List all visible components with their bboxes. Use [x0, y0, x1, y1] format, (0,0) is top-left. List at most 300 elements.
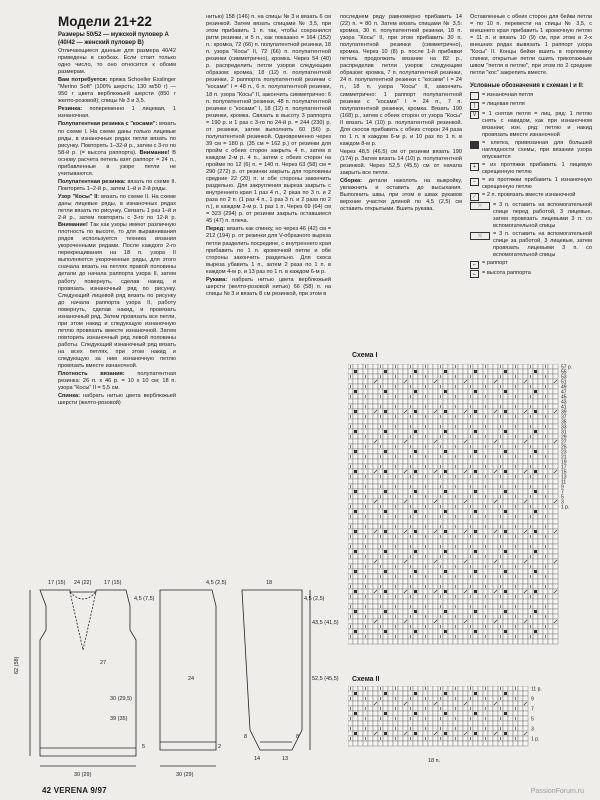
grid-cell — [368, 564, 373, 569]
grid-cell — [513, 519, 518, 524]
grid-cell — [503, 614, 508, 619]
grid-cell — [493, 524, 498, 529]
grid-cell — [448, 731, 453, 736]
grid-cell — [383, 484, 388, 489]
grid-cell — [448, 374, 453, 379]
grid-cell — [508, 469, 513, 474]
grid-cell — [438, 639, 443, 644]
grid-cell — [523, 459, 528, 464]
filled-cell-mark — [354, 630, 357, 633]
grid-cell — [358, 736, 363, 741]
materials-heading: Вам потребуется: — [58, 77, 108, 84]
grid-cell — [513, 629, 518, 634]
grid-cell — [518, 559, 523, 564]
grid-cell — [413, 701, 418, 706]
grid-cell — [378, 579, 383, 584]
grid-cell — [368, 579, 373, 584]
grid-cell — [553, 614, 558, 619]
grid-cell — [398, 484, 403, 489]
grid-cell — [463, 706, 468, 711]
grid-cell — [388, 394, 393, 399]
grid-cell — [423, 399, 428, 404]
grid-cell — [543, 449, 548, 454]
grid-cell — [453, 479, 458, 484]
grid-cell — [368, 449, 373, 454]
grid-cell — [398, 399, 403, 404]
grid-cell — [463, 634, 468, 639]
grid-cell — [503, 404, 508, 409]
grid-cell — [483, 459, 488, 464]
grid-cell — [418, 686, 423, 691]
grid-cell — [463, 374, 468, 379]
grid-cell — [523, 454, 528, 459]
grid-cell — [483, 389, 488, 394]
filled-cell-mark — [504, 590, 507, 593]
grid-cell — [518, 599, 523, 604]
grid-cell — [428, 464, 433, 469]
grid-cell — [508, 519, 513, 524]
grid-cell — [433, 489, 438, 494]
grid-cell — [413, 594, 418, 599]
grid-cell — [488, 579, 493, 584]
grid-cell — [503, 539, 508, 544]
grid-cell — [458, 429, 463, 434]
grid-cell — [403, 404, 408, 409]
grid-cell — [478, 414, 483, 419]
filled-cell-mark — [444, 610, 447, 613]
grid-cell — [353, 494, 358, 499]
grid-cell — [433, 609, 438, 614]
grid-cell — [473, 484, 478, 489]
grid-cell — [533, 599, 538, 604]
grid-cell — [518, 364, 523, 369]
grid-cell — [463, 394, 468, 399]
grid-cell — [368, 711, 373, 716]
grid-cell — [488, 524, 493, 529]
grid-cell — [428, 504, 433, 509]
grid-cell — [348, 639, 353, 644]
grid-cell — [388, 449, 393, 454]
grid-cell — [468, 711, 473, 716]
grid-cell — [488, 439, 493, 444]
grid-cell — [363, 519, 368, 524]
grid-cell — [473, 599, 478, 604]
row-label: 39 — [561, 409, 567, 416]
grid-cell — [358, 594, 363, 599]
grid-cell — [453, 639, 458, 644]
grid-cell — [418, 639, 423, 644]
grid-cell — [408, 499, 413, 504]
grid-cell — [493, 534, 498, 539]
grid-cell — [518, 711, 523, 716]
grid-cell — [408, 529, 413, 534]
filled-cell-mark — [444, 692, 447, 695]
grid-cell — [358, 449, 363, 454]
grid-cell — [493, 574, 498, 579]
grid-cell — [348, 549, 353, 554]
grid-cell — [418, 609, 423, 614]
grid-cell — [473, 706, 478, 711]
grid-cell — [438, 609, 443, 614]
grid-cell — [473, 374, 478, 379]
grid-cell — [398, 449, 403, 454]
grid-cell — [428, 389, 433, 394]
grid-cell — [348, 741, 353, 746]
sleeve-dim-8: 8 — [296, 734, 300, 740]
grid-cell — [483, 639, 488, 644]
grid-cell — [443, 424, 448, 429]
grid-cell — [383, 414, 388, 419]
grid-cell — [398, 424, 403, 429]
grid-cell — [353, 439, 358, 444]
grid-cell — [413, 716, 418, 721]
grid-cell — [388, 404, 393, 409]
grid-cell — [433, 584, 438, 589]
grid-cell — [433, 519, 438, 524]
grid-cell — [498, 409, 503, 414]
grid-cell — [513, 741, 518, 746]
grid-cell — [513, 549, 518, 554]
grid-cell — [428, 686, 433, 691]
grid-cell — [513, 589, 518, 594]
grid-cell — [398, 701, 403, 706]
grid-cell — [493, 414, 498, 419]
grid-cell — [508, 741, 513, 746]
grid-cell — [398, 564, 403, 569]
grid-cell — [368, 469, 373, 474]
grid-cell — [368, 634, 373, 639]
grid-cell — [498, 479, 503, 484]
grid-cell — [508, 584, 513, 589]
grid-cell — [358, 469, 363, 474]
grid-cell — [518, 609, 523, 614]
grid-cell — [458, 449, 463, 454]
grid-cell — [478, 434, 483, 439]
grid-cell — [503, 584, 508, 589]
filled-cell-mark — [414, 610, 417, 613]
grid-cell — [448, 584, 453, 589]
grid-cell — [358, 379, 363, 384]
grid-cell — [448, 599, 453, 604]
grid-cell — [553, 519, 558, 524]
grid-cell — [508, 479, 513, 484]
grid-cell — [488, 514, 493, 519]
grid-cell — [423, 721, 428, 726]
grid-cell — [498, 721, 503, 726]
grid-cell — [518, 474, 523, 479]
grid-cell — [418, 594, 423, 599]
watermark: PassionForum.ru — [530, 788, 584, 795]
filled-cell-mark — [534, 370, 537, 373]
grid-cell — [478, 726, 483, 731]
grid-cell — [538, 459, 543, 464]
grid-cell — [548, 369, 553, 374]
grid-cell — [363, 741, 368, 746]
grid-cell — [478, 384, 483, 389]
grid-cell — [468, 369, 473, 374]
grid-cell — [348, 429, 353, 434]
filled-cell-mark — [384, 610, 387, 613]
grid-cell — [378, 479, 383, 484]
grid-cell — [538, 614, 543, 619]
grid-cell — [383, 726, 388, 731]
grid-cell — [498, 711, 503, 716]
filled-cell-mark — [414, 370, 417, 373]
grid-cell — [478, 459, 483, 464]
filled-cell-mark — [504, 630, 507, 633]
grid-cell — [413, 444, 418, 449]
grid-cell — [483, 609, 488, 614]
grid-cell — [528, 399, 533, 404]
grid-cell — [373, 454, 378, 459]
filled-cell-mark — [414, 570, 417, 573]
grid-cell — [553, 509, 558, 514]
front-text: вязать как спинку, но через 46 (42) см = 212 (194) р. от резинки для V-образного выреза петли разделить посредине, с внутреннего края прибавить по 1 п. кромочной петле и обе стороны закончить раздельно. Для скоса выреза убавить 1 п., затем 2 раза по 1 п. в каждом 4-м р. и 13 раз по 1 п. в каждом 6-м р. — [206, 226, 331, 275]
grid-cell — [523, 519, 528, 524]
grid-cell — [413, 736, 418, 741]
grid-cell — [473, 444, 478, 449]
grid-cell — [508, 389, 513, 394]
grid-cell — [443, 434, 448, 439]
grid-cell — [428, 434, 433, 439]
grid-cell — [538, 409, 543, 414]
grid-cell — [403, 479, 408, 484]
grid-cell — [548, 499, 553, 504]
grid-cell — [378, 721, 383, 726]
grid-cell — [518, 619, 523, 624]
grid-cell — [508, 544, 513, 549]
grid-cell — [463, 369, 468, 374]
grid-cell — [553, 599, 558, 604]
grid-cell — [473, 741, 478, 746]
dim-side-2: 30 (29,5) — [110, 696, 133, 702]
grid-cell — [358, 369, 363, 374]
grid-cell — [388, 524, 393, 529]
grid-cell — [403, 629, 408, 634]
grid-cell — [393, 369, 398, 374]
grid-cell — [418, 634, 423, 639]
grid-cell — [388, 564, 393, 569]
grid-cell — [368, 514, 373, 519]
grid-cell — [368, 369, 373, 374]
grid-cell — [508, 619, 513, 624]
grid-cell — [363, 419, 368, 424]
grid-cell — [433, 624, 438, 629]
grid-cell — [398, 696, 403, 701]
grid-cell — [528, 439, 533, 444]
filled-cell-mark — [474, 370, 477, 373]
grid-cell — [468, 459, 473, 464]
grid-cell — [473, 579, 478, 584]
grid-cell — [388, 499, 393, 504]
grid-cell — [428, 594, 433, 599]
grid-cell — [493, 459, 498, 464]
grid-cell — [478, 619, 483, 624]
grid-cell — [543, 549, 548, 554]
grid-cell — [413, 434, 418, 439]
grid-cell — [518, 549, 523, 554]
grid-cell — [398, 574, 403, 579]
grid-cell — [538, 394, 543, 399]
grid-cell — [508, 444, 513, 449]
row-label: 51 — [561, 379, 567, 386]
grid-cell — [373, 394, 378, 399]
grid-cell — [358, 399, 363, 404]
grid-cell — [358, 424, 363, 429]
grid-cell — [538, 514, 543, 519]
row-label: 21 — [561, 454, 567, 461]
grid-cell — [408, 741, 413, 746]
grid-cell — [353, 434, 358, 439]
grid-cell — [463, 404, 468, 409]
filled-cell-mark — [534, 430, 537, 433]
grid-cell — [413, 599, 418, 604]
row-label: 11 — [561, 479, 567, 486]
grid-cell — [538, 374, 543, 379]
grid-cell — [393, 399, 398, 404]
grid-cell — [433, 464, 438, 469]
grid-cell — [348, 449, 353, 454]
grid-cell — [433, 549, 438, 554]
grid-cell — [383, 604, 388, 609]
front-heading: Перед: — [206, 226, 226, 233]
grid-cell — [478, 489, 483, 494]
legend-text: = лицевая петля — [482, 101, 525, 108]
grid-cell — [413, 499, 418, 504]
grid-cell — [433, 394, 438, 399]
grid-cell — [418, 469, 423, 474]
grid-cell — [443, 579, 448, 584]
grid-cell — [493, 706, 498, 711]
back-text: набрать нитью цвета верблюжьей шерсти (желто-розовой) — [58, 393, 176, 407]
grid-cell — [488, 419, 493, 424]
grid-cell — [458, 374, 463, 379]
grid-cell — [513, 711, 518, 716]
grid-cell — [373, 419, 378, 424]
grid-cell — [478, 429, 483, 434]
grid-cell — [393, 509, 398, 514]
grid-cell — [393, 691, 398, 696]
grid-cell — [508, 514, 513, 519]
grid-cell — [478, 479, 483, 484]
grid-cell — [363, 379, 368, 384]
grid-cell — [398, 589, 403, 594]
grid-cell — [498, 619, 503, 624]
rib-text: попеременно 1 лицевая, 1 изнаночная. — [58, 106, 176, 120]
grid-cell — [538, 639, 543, 644]
grid-cell — [538, 384, 543, 389]
grid-cell — [398, 379, 403, 384]
grid-cell — [543, 439, 548, 444]
grid-cell — [433, 424, 438, 429]
grid-cell — [483, 499, 488, 504]
v-neck-line — [70, 592, 96, 650]
grid-cell — [523, 424, 528, 429]
grid-cell — [488, 639, 493, 644]
grid-cell — [388, 429, 393, 434]
grid-cell — [458, 514, 463, 519]
grid-cell — [508, 594, 513, 599]
grid-cell — [548, 574, 553, 579]
grid-cell — [428, 691, 433, 696]
grid-cell — [488, 364, 493, 369]
grid-cell — [353, 534, 358, 539]
grid-cell — [413, 584, 418, 589]
grid-cell — [518, 449, 523, 454]
grid-cell — [478, 584, 483, 589]
grid-cell — [503, 594, 508, 599]
grid-cell — [398, 474, 403, 479]
column-4 — [470, 14, 592, 279]
grid-cell — [368, 716, 373, 721]
grid-cell — [553, 569, 558, 574]
grid-cell — [493, 716, 498, 721]
grid-cell — [418, 736, 423, 741]
row-label: 3 — [531, 726, 534, 733]
grid-cell — [458, 599, 463, 604]
grid-cell — [553, 489, 558, 494]
grid-cell — [543, 399, 548, 404]
grid-cell — [418, 584, 423, 589]
grid-cell — [383, 564, 388, 569]
grid-cell — [433, 434, 438, 439]
grid-cell — [478, 604, 483, 609]
grid-cell — [463, 519, 468, 524]
grid-cell — [528, 639, 533, 644]
grid-cell — [388, 469, 393, 474]
grid-cell — [388, 691, 393, 696]
grid-cell — [468, 499, 473, 504]
grid-cell — [408, 569, 413, 574]
back-heading: Спинка: — [58, 393, 81, 400]
grid-cell — [413, 404, 418, 409]
grid-cell — [533, 614, 538, 619]
grid-cell — [403, 434, 408, 439]
grid-cell — [348, 489, 353, 494]
grid-cell — [543, 529, 548, 534]
grid-cell — [403, 691, 408, 696]
grid-cell — [538, 464, 543, 469]
grid-cell — [458, 499, 463, 504]
dim-side-3: 39 (35) — [110, 716, 128, 722]
grid-cell — [448, 514, 453, 519]
grid-cell — [528, 559, 533, 564]
grid-cell — [503, 419, 508, 424]
grid-cell — [463, 539, 468, 544]
grid-cell — [378, 489, 383, 494]
grid-cell — [358, 364, 363, 369]
grid-cell — [458, 721, 463, 726]
grid-cell — [518, 429, 523, 434]
grid-cell — [463, 554, 468, 559]
grid-cell — [383, 634, 388, 639]
grid-cell — [423, 731, 428, 736]
legend-text: = раппорт — [482, 260, 508, 267]
grid-cell — [508, 404, 513, 409]
grid-cell — [353, 721, 358, 726]
grid-cell — [523, 524, 528, 529]
grid-cell — [483, 701, 488, 706]
grid-cell — [423, 539, 428, 544]
legend-item — [470, 231, 592, 259]
filled-cell-mark — [354, 410, 357, 413]
legend-text: = 3 п. оставить на вспомогательной спице за работой, 3 лицевые, затем провязать лицевыми 3 п. со вспомогательной спицы — [493, 231, 592, 259]
grid-cell — [483, 429, 488, 434]
grid-cell — [428, 711, 433, 716]
grid-cell — [488, 519, 493, 524]
grid-cell — [518, 696, 523, 701]
attention2-heading: Внимание! — [58, 222, 88, 229]
